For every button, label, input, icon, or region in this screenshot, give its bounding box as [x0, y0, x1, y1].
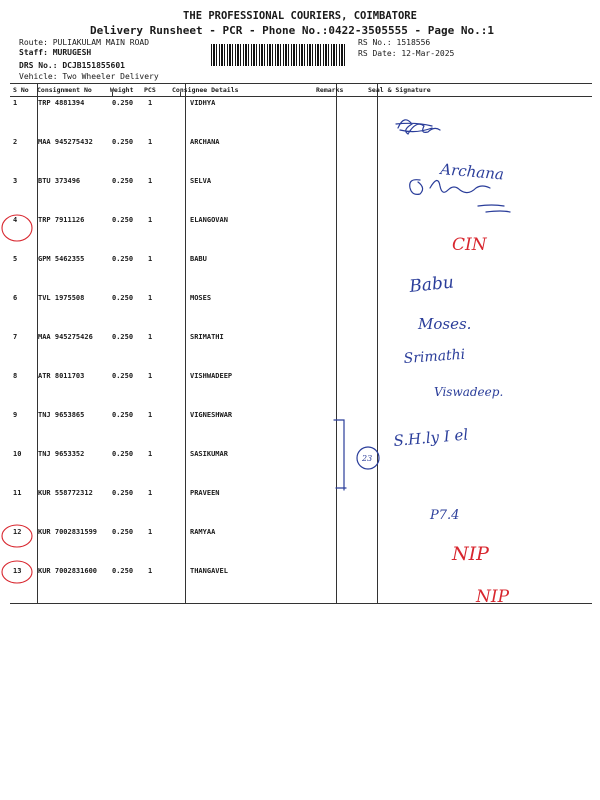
row-pcs: 1: [148, 567, 153, 575]
row-pcs: 1: [148, 255, 153, 263]
handwriting-archana: Archana: [439, 160, 505, 184]
row-weight: 0.250: [112, 99, 134, 107]
row-sno: 8: [13, 372, 18, 380]
row-pcs: 1: [148, 333, 153, 341]
row-consignment-no: TRP 4881394: [38, 99, 85, 107]
row-sno: 13: [13, 567, 22, 575]
row-weight: 0.250: [112, 528, 134, 536]
row-consignee: PRAVEEN: [190, 489, 220, 497]
row-consignee: THANGAVEL: [190, 567, 228, 575]
col-header-consignment: Consignment No: [37, 86, 92, 94]
staff-label: Staff: MURUGESH: [19, 48, 92, 57]
handwriting-23: 23: [362, 454, 373, 463]
row-sno: 1: [13, 99, 18, 107]
row-consignee: MOSES: [190, 294, 212, 302]
company-name: THE PROFESSIONAL COURIERS, COIMBATORE: [183, 10, 417, 22]
row-pcs: 1: [148, 138, 153, 146]
route-label: Route: PULIAKULAM MAIN ROAD: [19, 38, 150, 47]
col-header-remarks: Remarks: [316, 86, 344, 94]
row-consignment-no: TNJ 9653352: [38, 450, 85, 458]
row-consignment-no: KUR 7002831600: [38, 567, 98, 575]
row-consignee: SASIKUMAR: [190, 450, 228, 458]
row-weight: 0.250: [112, 177, 134, 185]
row-consignee: VISHWADEEP: [190, 372, 233, 380]
rs-number: RS No.: 1518556: [358, 38, 431, 47]
row-weight: 0.250: [112, 255, 134, 263]
row-weight: 0.250: [112, 372, 134, 380]
col-header-consignee: Consignee Details: [172, 86, 239, 94]
row-pcs: 1: [148, 372, 153, 380]
handwriting-vishwadeep: Viswadeep.: [434, 385, 504, 399]
col-header-seal-signature: Seal & Signature: [368, 86, 431, 94]
row-pcs: 1: [148, 177, 153, 185]
row-sno: 6: [13, 294, 18, 302]
row-consignment-no: KUR 7002831599: [38, 528, 98, 536]
row-sno: 7: [13, 333, 18, 341]
row-weight: 0.250: [112, 411, 134, 419]
row-consignee: SELVA: [190, 177, 212, 185]
signature-bracket: [334, 420, 346, 490]
handwriting-moses: Moses.: [418, 315, 472, 333]
row-sno: 10: [13, 450, 22, 458]
row-sno: 9: [13, 411, 18, 419]
row-pcs: 1: [148, 528, 153, 536]
row-pcs: 1: [148, 99, 153, 107]
handwriting-cin: CIN: [452, 235, 487, 255]
row-weight: 0.250: [112, 294, 134, 302]
signature-selva: [410, 180, 510, 212]
row-sno: 4: [13, 216, 18, 224]
row-weight: 0.250: [112, 216, 134, 224]
runsheet-title: Delivery Runsheet - PCR - Phone No.:0422-3505555 - Page No.:1: [90, 24, 494, 37]
row-weight: 0.250: [112, 567, 134, 575]
handwriting-nip-1: NIP: [452, 543, 489, 565]
row-weight: 0.250: [112, 333, 134, 341]
row-sno: 3: [13, 177, 18, 185]
handwriting-sign-10: S.H.ly I el: [392, 425, 469, 450]
vehicle-label: Vehicle: Two Wheeler Delivery: [19, 72, 159, 81]
row-consignee: ELANGOVAN: [190, 216, 228, 224]
row-consignment-no: TRP 7911126: [38, 216, 85, 224]
row-pcs: 1: [148, 411, 153, 419]
row-sno: 5: [13, 255, 18, 263]
row-consignment-no: GPM 5462355: [38, 255, 85, 263]
row-consignee: SRIMATHI: [190, 333, 224, 341]
row-consignment-no: TVL 1975508: [38, 294, 85, 302]
row-weight: 0.250: [112, 450, 134, 458]
row-weight: 0.250: [112, 138, 134, 146]
col-header-pcs: PCS: [144, 86, 156, 94]
handwriting-praveen: P7.4: [430, 508, 460, 523]
row-sno: 2: [13, 138, 18, 146]
handwriting-nip-2: NIP: [476, 587, 510, 607]
red-circle-12: [2, 525, 32, 547]
rs-date: RS Date: 12-Mar-2025: [358, 49, 455, 58]
row-consignment-no: ATR 8011703: [38, 372, 85, 380]
row-pcs: 1: [148, 450, 153, 458]
row-sno: 12: [13, 528, 22, 536]
row-consignee: BABU: [190, 255, 207, 263]
handwriting-srimathi: Srimathi: [403, 346, 466, 367]
drs-number: DRS No.: DCJB151855601: [19, 61, 125, 70]
col-header-sno: S No: [13, 86, 29, 94]
red-circle-13: [2, 561, 32, 583]
row-pcs: 1: [148, 216, 153, 224]
row-consignment-no: MAA 945275432: [38, 138, 93, 146]
row-consignee: RAMYAA: [190, 528, 216, 536]
row-pcs: 1: [148, 489, 153, 497]
row-consignee: VIGNESHWAR: [190, 411, 233, 419]
red-circle-4: [2, 215, 32, 241]
col-header-weight: Weight: [110, 86, 134, 94]
row-consignment-no: KUR 558772312: [38, 489, 93, 497]
row-weight: 0.250: [112, 489, 134, 497]
signature-vidhya: [396, 120, 440, 134]
row-consignee: VIDHYA: [190, 99, 216, 107]
handwriting-babu: Babu: [408, 272, 455, 297]
row-consignment-no: TNJ 9653865: [38, 411, 85, 419]
row-consignee: ARCHANA: [190, 138, 220, 146]
row-pcs: 1: [148, 294, 153, 302]
row-sno: 11: [13, 489, 22, 497]
row-consignment-no: BTU 373496: [38, 177, 81, 185]
row-consignment-no: MAA 945275426: [38, 333, 93, 341]
